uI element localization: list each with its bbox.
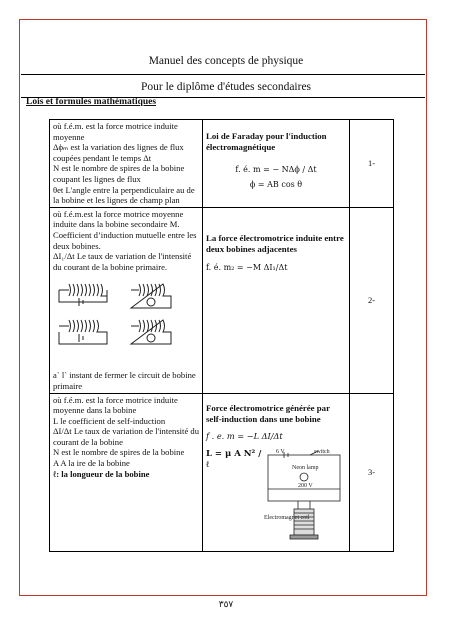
page-title: Manuel des concepts de physique [148, 55, 304, 67]
divider [21, 74, 425, 75]
desc-line: L le coefficient de self-induction [53, 415, 166, 426]
desc-line: Δϕₘ est la variation des lignes de flux coupées pendant le temps Δt [53, 142, 184, 163]
description-cell [50, 120, 203, 208]
formula: f. é. m = − NΔϕ / Δt [235, 165, 317, 174]
desc-line: ℓ: la longueur de la bobine [53, 468, 150, 479]
law-cell [203, 207, 350, 393]
diagram-label: Electromagnet coil [264, 515, 310, 522]
row-number: 1- [367, 158, 376, 169]
diagram-label: switch [314, 449, 330, 456]
row-number-cell [350, 207, 394, 393]
law-cell [203, 120, 350, 208]
row-number-cell [350, 120, 394, 208]
inductance-block [206, 449, 346, 541]
diagram-label: 6 V [276, 449, 285, 456]
page-subtitle: Pour le diplôme d'études secondaires [140, 81, 312, 93]
desc-line: où f.é.m.est la force motrice moyenne induite dans la bobine secondaire M. [53, 208, 184, 230]
formula: L = μ A N² / ℓ [206, 449, 262, 471]
desc-line: ΔI/Δt Le taux de variation de l'intensité du courant de la bobine [53, 426, 200, 447]
section-title: Lois et formules mathématiques [26, 97, 157, 107]
diagram-label: Neon lamp [292, 465, 319, 472]
desc-line: θet L'angle entre la perpendiculaire au de la bobine et les lignes de champ plan [53, 184, 195, 206]
desc-line: ΔI₁/Δt Le taux de variation de l'intensité du courant de la bobine primaire. [53, 251, 192, 272]
law-title: Force électromotrice générée par self-induction dans une bobine [206, 402, 330, 424]
desc-line: où f.é.m. est la force motrice induite moyenne [53, 121, 178, 142]
desc-line: où f.é.m. est la force motrice induite moyenne dans la bobine [53, 394, 178, 416]
table-row [50, 207, 394, 393]
law-title: La force électromotrice induite entre deux bobines adjacentes [206, 232, 344, 254]
formula: f. é. m₂ = −M ΔI₁/Δt [206, 262, 288, 272]
desc-line: Coefficient d’induction mutuelle entre les deux bobines. [53, 229, 197, 251]
law-cell [203, 393, 350, 551]
table-row [50, 393, 394, 551]
self-induction-diagram [264, 449, 346, 541]
formula-table [49, 119, 394, 552]
law-title: Loi de Faraday pour l'induction électromagnétique [206, 131, 327, 152]
description-cell [50, 393, 203, 551]
formula: f . e. m = −L ΔI/Δt [206, 430, 283, 441]
desc-line: N est le nombre de spires de la bobine coupant les lignes de flux [53, 163, 185, 184]
diagram-label: 200 V [298, 483, 313, 490]
table-row [50, 120, 394, 208]
description-cell [50, 207, 203, 393]
row-number: 3- [367, 466, 376, 477]
page-number: ٣٥٧ [218, 599, 234, 609]
mutual-induction-diagram [53, 278, 199, 348]
formula: ϕ = AB cos θ [249, 179, 303, 189]
row-number: 2- [367, 294, 376, 305]
row-number-cell [350, 393, 394, 551]
diagram-caption: a` l` instant de fermer le circuit de bobine primaire [53, 370, 196, 391]
desc-line: N est le nombre de spires de la bobine [53, 447, 185, 458]
desc-line: A A la ire de la bobine [53, 458, 130, 469]
